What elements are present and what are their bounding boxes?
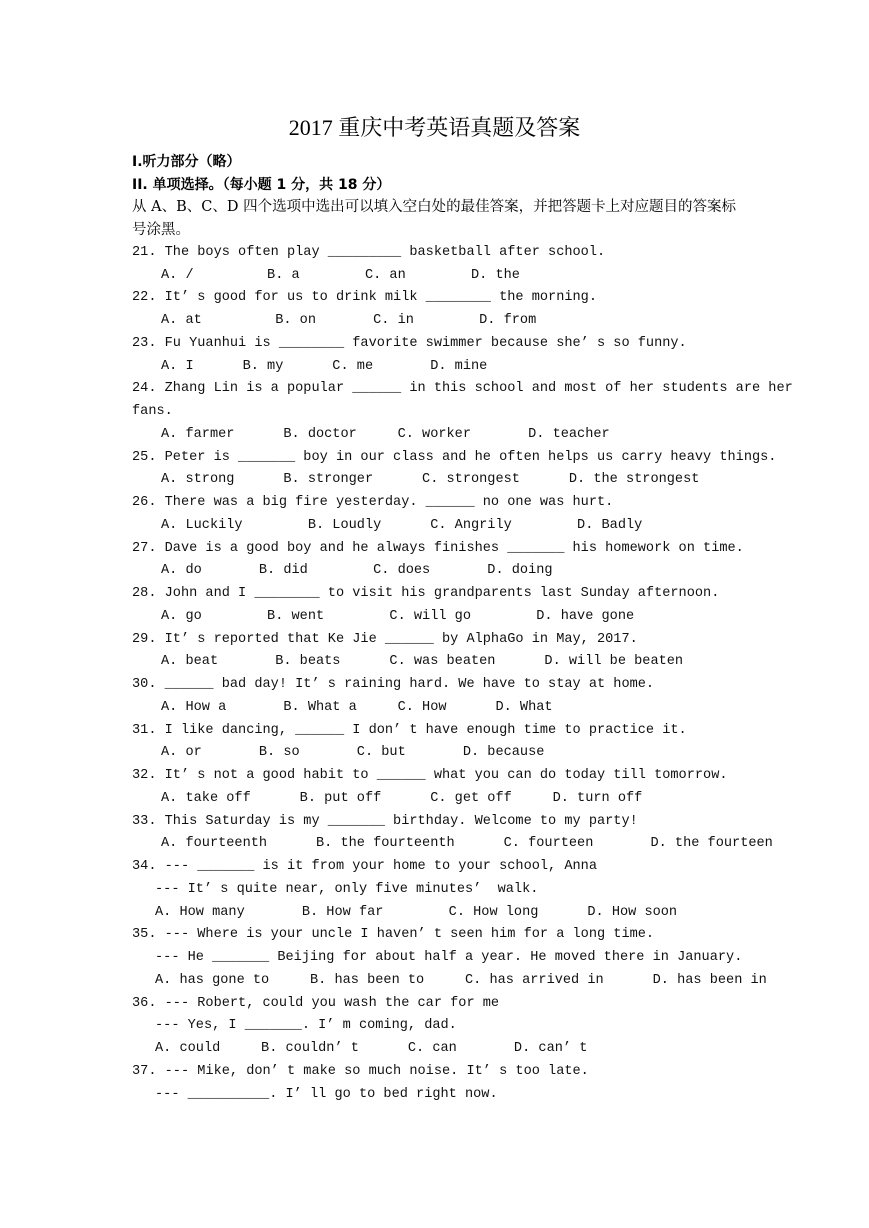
- dialog-reply: --- __________. I’ ll go to bed right now.: [155, 1087, 498, 1102]
- question-stem: 32. It’ s not a good habit to ______ what you can do today till tomorrow.: [132, 768, 728, 783]
- question-options: A. How many B. How far C. How long D. How soon: [155, 905, 678, 920]
- question-options: A. / B. a C. an D. the: [161, 268, 520, 283]
- question-options: A. farmer B. doctor C. worker D. teacher: [161, 427, 610, 442]
- question-options: A. Luckily B. Loudly C. Angrily D. Badly: [161, 518, 643, 533]
- question-stem: 22. It’ s good for us to drink milk ________ the morning.: [132, 290, 597, 305]
- question-options: A. could B. couldn’ t C. can D. can’ t: [155, 1041, 588, 1056]
- question-options: A. take off B. put off C. get off D. turn off: [161, 791, 643, 806]
- question-options: A. at B. on C. in D. from: [161, 313, 537, 328]
- document-title: 2017 重庆中考英语真题及答案: [288, 115, 581, 140]
- question-stem: 30. ______ bad day! It’ s raining hard. We have to stay at home.: [132, 677, 655, 692]
- question-options: A. strong B. stronger C. strongest D. the strongest: [161, 472, 700, 487]
- question-stem: 28. John and I ________ to visit his grandparents last Sunday afternoon.: [132, 586, 720, 601]
- question-options: A. beat B. beats C. was beaten D. will be beaten: [161, 654, 684, 669]
- question-options: A. has gone to B. has been to C. has arrived in D. has been in: [155, 973, 767, 988]
- section-choice-heading: II. 单项选择。（每小题 1 分，共 18 分）: [132, 177, 391, 193]
- question-options: A. go B. went C. will go D. have gone: [161, 609, 635, 624]
- question-stem: 27. Dave is a good boy and he always finishes _______ his homework on time.: [132, 541, 744, 556]
- question-options: A. do B. did C. does D. doing: [161, 563, 553, 578]
- dialog-question-stem: 34. --- _______ is it from your home to your school, Anna: [132, 859, 597, 874]
- question-stem: 24. Zhang Lin is a popular ______ in this school and most of her students are her: [132, 381, 793, 396]
- dialog-question-stem: 37. --- Mike, don’ t make so much noise. It’ s too late.: [132, 1064, 589, 1079]
- section-instructions: 从 A、B、C、D 四个选项中选出可以填入空白处的最佳答案，并把答题卡上对应题目的答案标号涂黑。: [132, 199, 737, 238]
- question-stem-continued: fans.: [132, 404, 173, 419]
- dialog-reply: --- Yes, I _______. I’ m coming, dad.: [155, 1018, 457, 1033]
- question-options: A. or B. so C. but D. because: [161, 745, 545, 760]
- question-stem: 31. I like dancing, ______ I don’ t have enough time to practice it.: [132, 723, 687, 738]
- question-stem: 26. There was a big fire yesterday. ______ no one was hurt.: [132, 495, 614, 510]
- dialog-reply: --- He _______ Beijing for about half a year. He moved there in January.: [155, 950, 743, 965]
- question-options: A. I B. my C. me D. mine: [161, 359, 488, 374]
- question-stem: 33. This Saturday is my _______ birthday. Welcome to my party!: [132, 814, 638, 829]
- question-options: A. How a B. What a C. How D. What: [161, 700, 553, 715]
- question-options: A. fourteenth B. the fourteenth C. fourteen D. the fourteen: [161, 836, 773, 851]
- dialog-reply: --- It’ s quite near, only five minutes’ walk.: [155, 882, 539, 897]
- question-stem: 29. It’ s reported that Ke Jie ______ by AlphaGo in May, 2017.: [132, 632, 638, 647]
- dialog-question-stem: 35. --- Where is your uncle I haven’ t seen him for a long time.: [132, 927, 655, 942]
- question-stem: 25. Peter is _______ boy in our class and he often helps us carry heavy things.: [132, 450, 777, 465]
- question-stem: 23. Fu Yuanhui is ________ favorite swimmer because she’ s so funny.: [132, 336, 687, 351]
- dialog-question-stem: 36. --- Robert, could you wash the car for me: [132, 996, 500, 1011]
- question-stem: 21. The boys often play _________ basketball after school.: [132, 245, 606, 260]
- section-listening-heading: I.听力部分（略）: [132, 154, 241, 170]
